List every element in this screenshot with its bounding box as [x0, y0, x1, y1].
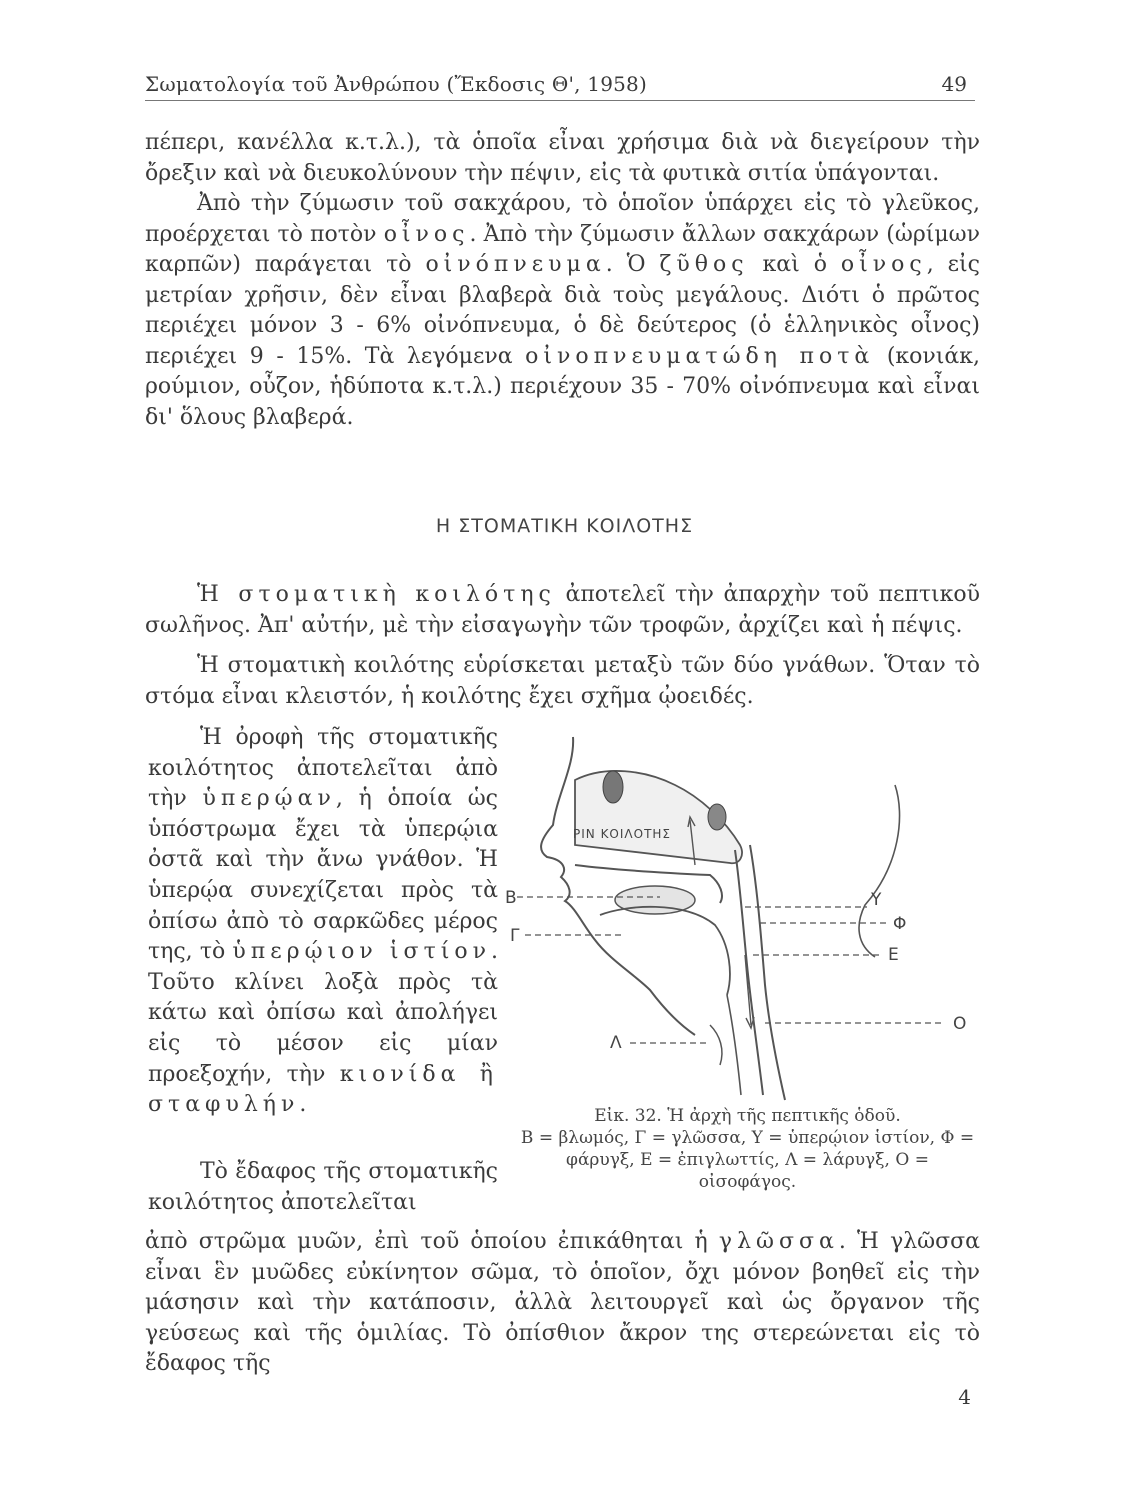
running-header	[145, 70, 975, 101]
label-o: Ο	[953, 1014, 967, 1034]
header-title: Σωματολογία τοῦ Ἀνθρώπου (Ἔκδοσις Θ', 1958)	[145, 72, 647, 96]
text-run: ἀπὸ στρῶμα μυῶν, ἐπὶ τοῦ ὁποίου ἐπικάθηται ἡ	[145, 1229, 719, 1254]
text-run: καὶ ὁ	[748, 252, 841, 277]
sinus-sphenoid	[708, 804, 726, 830]
page-number: 49	[941, 72, 967, 96]
term-soft-palate: ὑπερῴιον ἱστίον	[232, 939, 491, 965]
final-paragraph	[145, 1227, 980, 1380]
text-run: . Ἀπὸ τὴν ζύμωσιν ἄλλων σακχάρων (ὡρίμων καρπῶν) παράγεται τὸ	[145, 221, 980, 277]
term-beer: ζῦθος	[659, 252, 749, 277]
term-tongue: γλῶσσα	[718, 1229, 839, 1254]
roof-paragraph	[148, 723, 498, 1121]
label-g: Γ	[510, 926, 520, 946]
label-b: Β	[505, 888, 517, 908]
term-wine: οἶνος	[840, 252, 927, 277]
term-spirit-drinks: οἰνοπνευματώδη ποτὰ	[525, 343, 875, 369]
label-y: Υ	[871, 890, 882, 910]
text-run: .	[299, 1092, 307, 1118]
signature-number: 4	[958, 1385, 971, 1409]
sinus-frontal	[603, 771, 623, 803]
intro-paragraph-2	[145, 189, 980, 433]
intro-line: πέπερι, κανέλλα κ.τ.λ.), τὰ ὁποῖα εἶναι χρήσιμα διὰ νὰ διεγείρουν τὴν ὄρεξιν καὶ νὰ διευκολύνουν τὴν πέψιν, εἰς τὰ φυτικὰ σιτία ὑπάγονται.	[145, 130, 980, 186]
tongue-body	[600, 907, 730, 995]
pharynx-back	[750, 845, 785, 1100]
term-wine: οἶνος	[383, 221, 470, 247]
label-e: Ε	[888, 945, 899, 965]
text-run: Ἡ ὀροφὴ τῆς στοματικῆς κοιλότητος ἀποτελεῖται ἀπὸ τὴν	[148, 725, 498, 812]
section-heading: Η ΣΤΟΜΑΤΙΚΗ ΚΟΙΛΟΤΗΣ	[435, 515, 694, 537]
text-run: , ἡ ὁποία ὡς ὑπόστρωμα ἔχει τὰ ὑπερῴια ὀστᾶ καὶ τὴν ἄνω γνάθον. Ἡ ὑπερῴα συνεχίζεται πρὸς τὰ ὀπίσω ἀπὸ τὸ σαρκῶδες μέρος της, τὸ	[148, 786, 498, 965]
text-run: (κονιάκ, ρούμιον, οὖζον, ἡδύποτα κ.τ.λ.) περιέχουν 35 - 70% οἰνόπνευμα καὶ εἶναι δι' ὅλους βλαβερά.	[145, 343, 981, 430]
section-paragraph-2	[145, 651, 980, 712]
figure-caption	[520, 1105, 975, 1193]
nasal-cavity-label: ΡΙΝ ΚΟΙΛΟΤΗΣ	[573, 827, 672, 841]
term-oral-cavity: Ἡ στοματικὴ κοιλότης	[197, 582, 556, 607]
text-run: . Ὁ	[605, 252, 660, 277]
label-f: Φ	[893, 914, 907, 934]
term-uvula: κιονίδα ἢ σταφυλήν	[148, 1061, 498, 1118]
text-run: . Ἡ γλῶσσα εἶναι ἓν μυῶδες εὐκίνητον σῶμα, τὸ ὁποῖον, ὄχι μόνον βοηθεῖ εἰς τὴν μάσησιν καὶ τὴν κατάποσιν, ἀλλὰ λειτουργεῖ καὶ ὡς ὄργανον τῆς γεύσεως καὶ τῆς ὁμιλίας. Τὸ ὀπίσθιον ἄκρον της στερεώνεται εἰς τὸ ἔδαφος τῆς	[145, 1229, 980, 1376]
text-run: . Τοῦτο κλίνει λοξὰ πρὸς τὰ κάτω καὶ ὀπίσω καὶ ἀπολήγει εἰς τὸ μέσον εἰς μίαν προεξοχήν, τὴν	[148, 939, 498, 1087]
text-run: , εἰς μετρίαν χρῆσιν, δὲν εἶναι βλαβερὰ διὰ τοὺς μεγάλους. Διότι ὁ πρῶτος περιέχει μόνον 3 - 6% οἰνόπνευμα, ὁ δὲ δεύτερος (ὁ ἑλληνικὸς οἶνος) περιέχει 9 - 15%. Τὰ λεγόμενα	[145, 252, 980, 369]
pharynx	[735, 850, 763, 1095]
intro-paragraph-1	[145, 128, 980, 189]
esophagus	[727, 995, 741, 1095]
digestive-tract-figure	[495, 725, 980, 1110]
label-l: Λ	[610, 1033, 622, 1053]
term-spirit: οἰνόπνευμα	[425, 252, 606, 277]
text-run: ἀποτελεῖ τὴν ἀπαρχὴν τοῦ πεπτικοῦ σωλῆνος. Ἀπ' αὐτήν, μὲ τὴν εἰσαγωγὴν τῶν τροφῶν, ἀρχίζει καὶ ἡ πέψις.	[145, 582, 980, 638]
floor-paragraph	[148, 1157, 498, 1218]
text-run: Ἡ στοματικὴ κοιλότης εὑρίσκεται μεταξὺ τῶν δύο γνάθων. Ὅταν τὸ στόμα εἶναι κλειστόν, ἡ κοιλότης ἔχει σχῆμα ᾠοειδές.	[145, 653, 980, 709]
caption-legend: Β = βλωμός, Γ = γλῶσσα, Υ = ὑπερῴιον ἱστίον, Φ = φάρυγξ, Ε = ἐπιγλωττίς, Λ = λάρυγξ, Ο = οἰσοφάγος.	[520, 1128, 975, 1192]
caption-title: Εἰκ. 32. Ἡ ἀρχὴ τῆς πεπτικῆς ὁδοῦ.	[594, 1106, 901, 1126]
larynx-shape	[710, 1025, 722, 1065]
section-paragraph-1	[145, 580, 980, 641]
text-run: Ἀπὸ τὴν ζύμωσιν τοῦ σακχάρου, τὸ ὁποῖον ὑπάρχει εἰς τὸ γλεῦκος, προέρχεται τὸ ποτὸν	[145, 191, 980, 247]
term-palate: ὑπερῴαν	[202, 786, 336, 812]
text-run: Τὸ ἔδαφος τῆς στοματικῆς κοιλότητος ἀποτελεῖται	[148, 1159, 498, 1215]
